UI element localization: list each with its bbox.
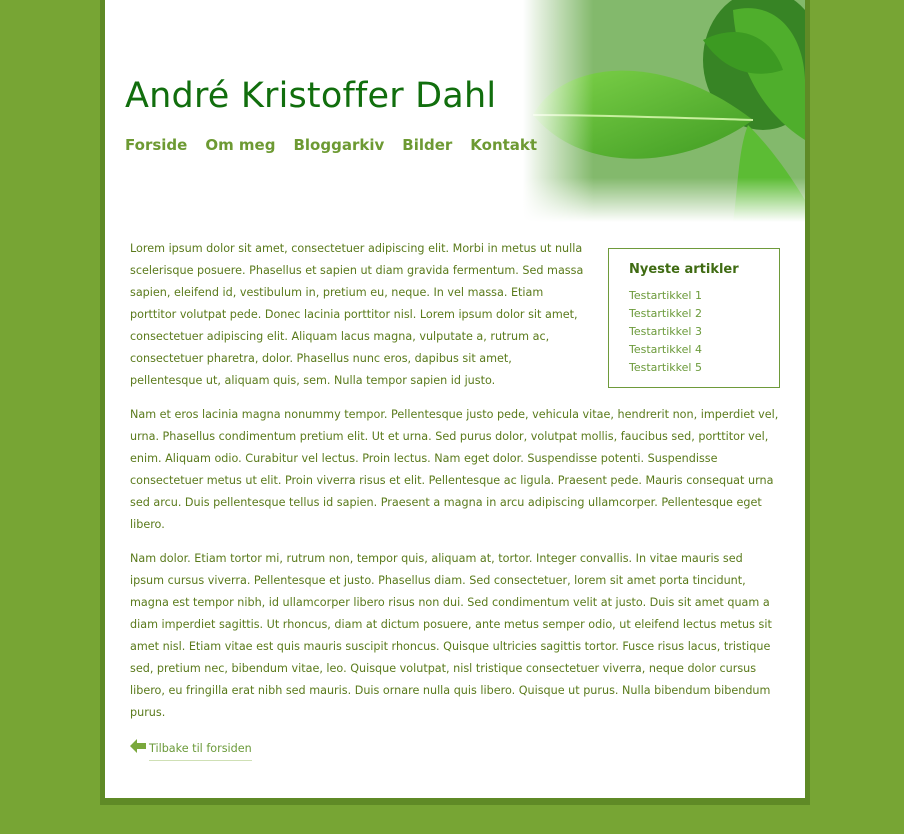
list-item bbox=[629, 341, 769, 359]
nav-om-meg[interactable]: Om meg bbox=[205, 136, 276, 154]
list-item bbox=[629, 323, 769, 341]
article-link-3[interactable]: Testartikkel 3 bbox=[629, 325, 702, 338]
article-paragraph-2: Nam et eros lacinia magna nonummy tempor. Pellentesque justo pede, vehicula vitae, hendrerit non, imperdiet vel, urna. Phasellus condimentum pretium elit. Ut et urna. Sed purus dolor, volutpat mollis, faucibus sed, porttitor vel, enim. Aliquam odio. Curabitur vel lectus. Proin lectus. Nam eget dolor. Suspendisse potenti. Suspendisse consectetuer metus ut elit. Proin viverra risus et elit. Pellentesque ac ligula. Praesent pede. Mauris consequat urna sed arcu. Duis pellentesque tellus id sapien. Praesent a magna in arcu adipiscing ullamcorper. Pellentesque eget libero. bbox=[130, 408, 779, 531]
article-paragraph-3: Nam dolor. Etiam tortor mi, rutrum non, tempor quis, aliquam at, tortor. Integer convallis. In vitae mauris sed ipsum cursus viverra. Pellentesque et justo. Phasellus diam. Sed consectetuer, lorem sit amet porta tincidunt, magna est tempor nibh, id ullamcorper libero risus non dui. Sed condimentum velit at justo. Duis sit amet quam a diam imperdiet sagittis. Ut rhoncus, diam at dictum posuere, ante metus semper odio, ut eleifend lectus metus sit amet nisl. Etiam vitae est quis mauris suscipit rhoncus. Quisque ultricies sagittis tortor. Fusce risus lacus, tristique sed, pretium nec, bibendum vitae, leo. Quisque volutpat, nisl tristique consectetuer viverra, neque dolor cursus libero, eu fringilla erat nibh sed mauris. Duis ornare nulla quis libero. Quisque ut purus. Nulla bibendum bibendum purus. bbox=[130, 552, 772, 719]
article-link-2[interactable]: Testartikkel 2 bbox=[629, 307, 702, 320]
page-container bbox=[100, 0, 810, 805]
arrow-left-icon[interactable] bbox=[130, 739, 146, 761]
article-link-4[interactable]: Testartikkel 4 bbox=[629, 343, 702, 356]
list-item bbox=[629, 305, 769, 323]
back-to-home-link[interactable]: Tilbake til forsiden bbox=[149, 738, 252, 761]
article-link-1[interactable]: Testartikkel 1 bbox=[629, 289, 702, 302]
main-nav bbox=[125, 136, 555, 154]
site-title: André Kristoffer Dahl bbox=[125, 76, 497, 116]
nav-forside[interactable]: Forside bbox=[125, 136, 188, 154]
list-item bbox=[629, 287, 769, 305]
main-content bbox=[130, 238, 780, 761]
list-item bbox=[629, 359, 769, 377]
nav-kontakt[interactable]: Kontakt bbox=[470, 136, 538, 154]
article-link-5[interactable]: Testartikkel 5 bbox=[629, 361, 702, 374]
leaf-header-image bbox=[523, 0, 805, 222]
nav-bilder[interactable]: Bilder bbox=[402, 136, 453, 154]
latest-articles-box bbox=[608, 248, 780, 388]
article-paragraph-1: Lorem ipsum dolor sit amet, consectetuer adipiscing elit. Morbi in metus ut nulla scelerisque posuere. Phasellus et sapien ut diam gravida fermentum. Sed massa sapien, eleifend id, vestibulum in, pretium eu, neque. In vel massa. Etiam porttitor volutpat pede. Donec lacinia porttitor nisl. Lorem ipsum dolor sit amet, consectetuer adipiscing elit. Aliquam lacus magna, vulputate a, rutrum ac, consectetuer pharetra, dolor. Phasellus nunc eros, dapibus sit amet, pellentesque ut, aliquam quis, sem. Nulla tempor sapien id justo. bbox=[130, 242, 584, 387]
nav-bloggarkiv[interactable]: Bloggarkiv bbox=[293, 136, 385, 154]
latest-articles-list bbox=[629, 287, 769, 377]
back-link-row bbox=[130, 738, 780, 761]
latest-articles-heading: Nyeste artikler bbox=[629, 262, 739, 277]
